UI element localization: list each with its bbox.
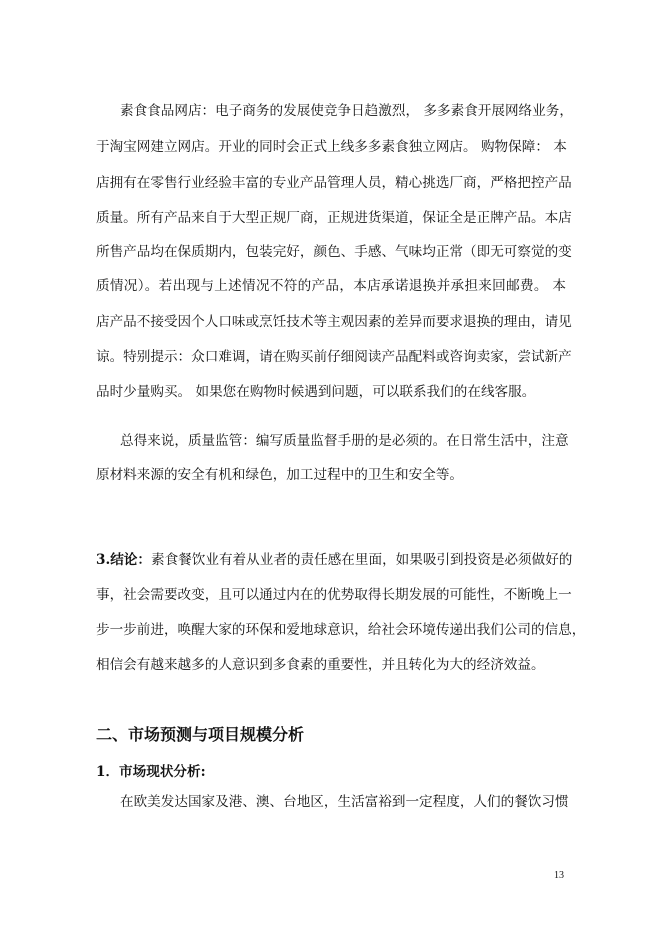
paragraph-line: 店拥有在零售行业经验丰富的专业产品管理人员，精心挑选厂商，严格把控产品 (96, 175, 572, 191)
paragraph-line: 总得来说，质量监管：编写质量监督手册的是必须的。在日常生活中，注意 (120, 433, 569, 449)
paragraph-line: 素食食品网店：电子商务的发展使竞争日趋激烈， 多多素食开展网络业务， (120, 103, 573, 119)
paragraph-line: 于淘宝网建立网店。开业的同时会正式上线多多素食独立网店。 购物保障： 本 (96, 139, 567, 155)
paragraph-line: 所售产品均在保质期内，包装完好，颜色、手感、气味均正常（即无可察觉的变 (96, 244, 572, 260)
conclusion-label: 3.结论： (96, 552, 151, 568)
subsection-heading: 1．市场现状分析: (96, 764, 206, 780)
section-heading: 二、市场预测与项目规模分析 (96, 725, 305, 744)
page-number: 13 (554, 870, 564, 881)
paragraph-line: 谅。特别提示：众口难调，请在购买前仔细阅读产品配料或咨询卖家，尝试新产 (96, 349, 572, 365)
paragraph-line: 步一步前进，唤醒大家的环保和爱地球意识，给社会环境传递出我们公司的信息， (96, 622, 586, 638)
paragraph-line: 质情况）。若出现与上述情况不符的产品，本店承诺退换并承担来回邮费。 本 (96, 278, 566, 294)
conclusion-first-line (96, 551, 573, 569)
paragraph-line: 相信会有越来越多的人意识到多食素的重要性，并且转化为大的经济效益。 (96, 657, 545, 673)
paragraph-line: 品时少量购买。 如果您在购物时候遇到问题，可以联系我们的在线客服。 (96, 384, 536, 400)
paragraph-line: 在欧美发达国家及港、澳、台地区，生活富裕到一定程度，人们的餐饮习惯 (120, 794, 569, 810)
conclusion-text: 素食餐饮业有着从业者的责任感在里面，如果吸引到投资是必须做好的 (150, 552, 573, 568)
paragraph-line: 事，社会需要改变，且可以通过内在的优势取得长期发展的可能性，不断晚上一 (96, 587, 572, 603)
paragraph-line: 质量。所有产品来自于大型正规厂商，正规进货渠道，保证全是正牌产品。本店 (96, 210, 572, 226)
paragraph-line: 店产品不接受因个人口味或烹饪技术等主观因素的差异而要求退换的理由，请见 (96, 314, 572, 330)
paragraph-line: 原材料来源的安全有机和绿色，加工过程中的卫生和安全等。 (96, 467, 464, 483)
